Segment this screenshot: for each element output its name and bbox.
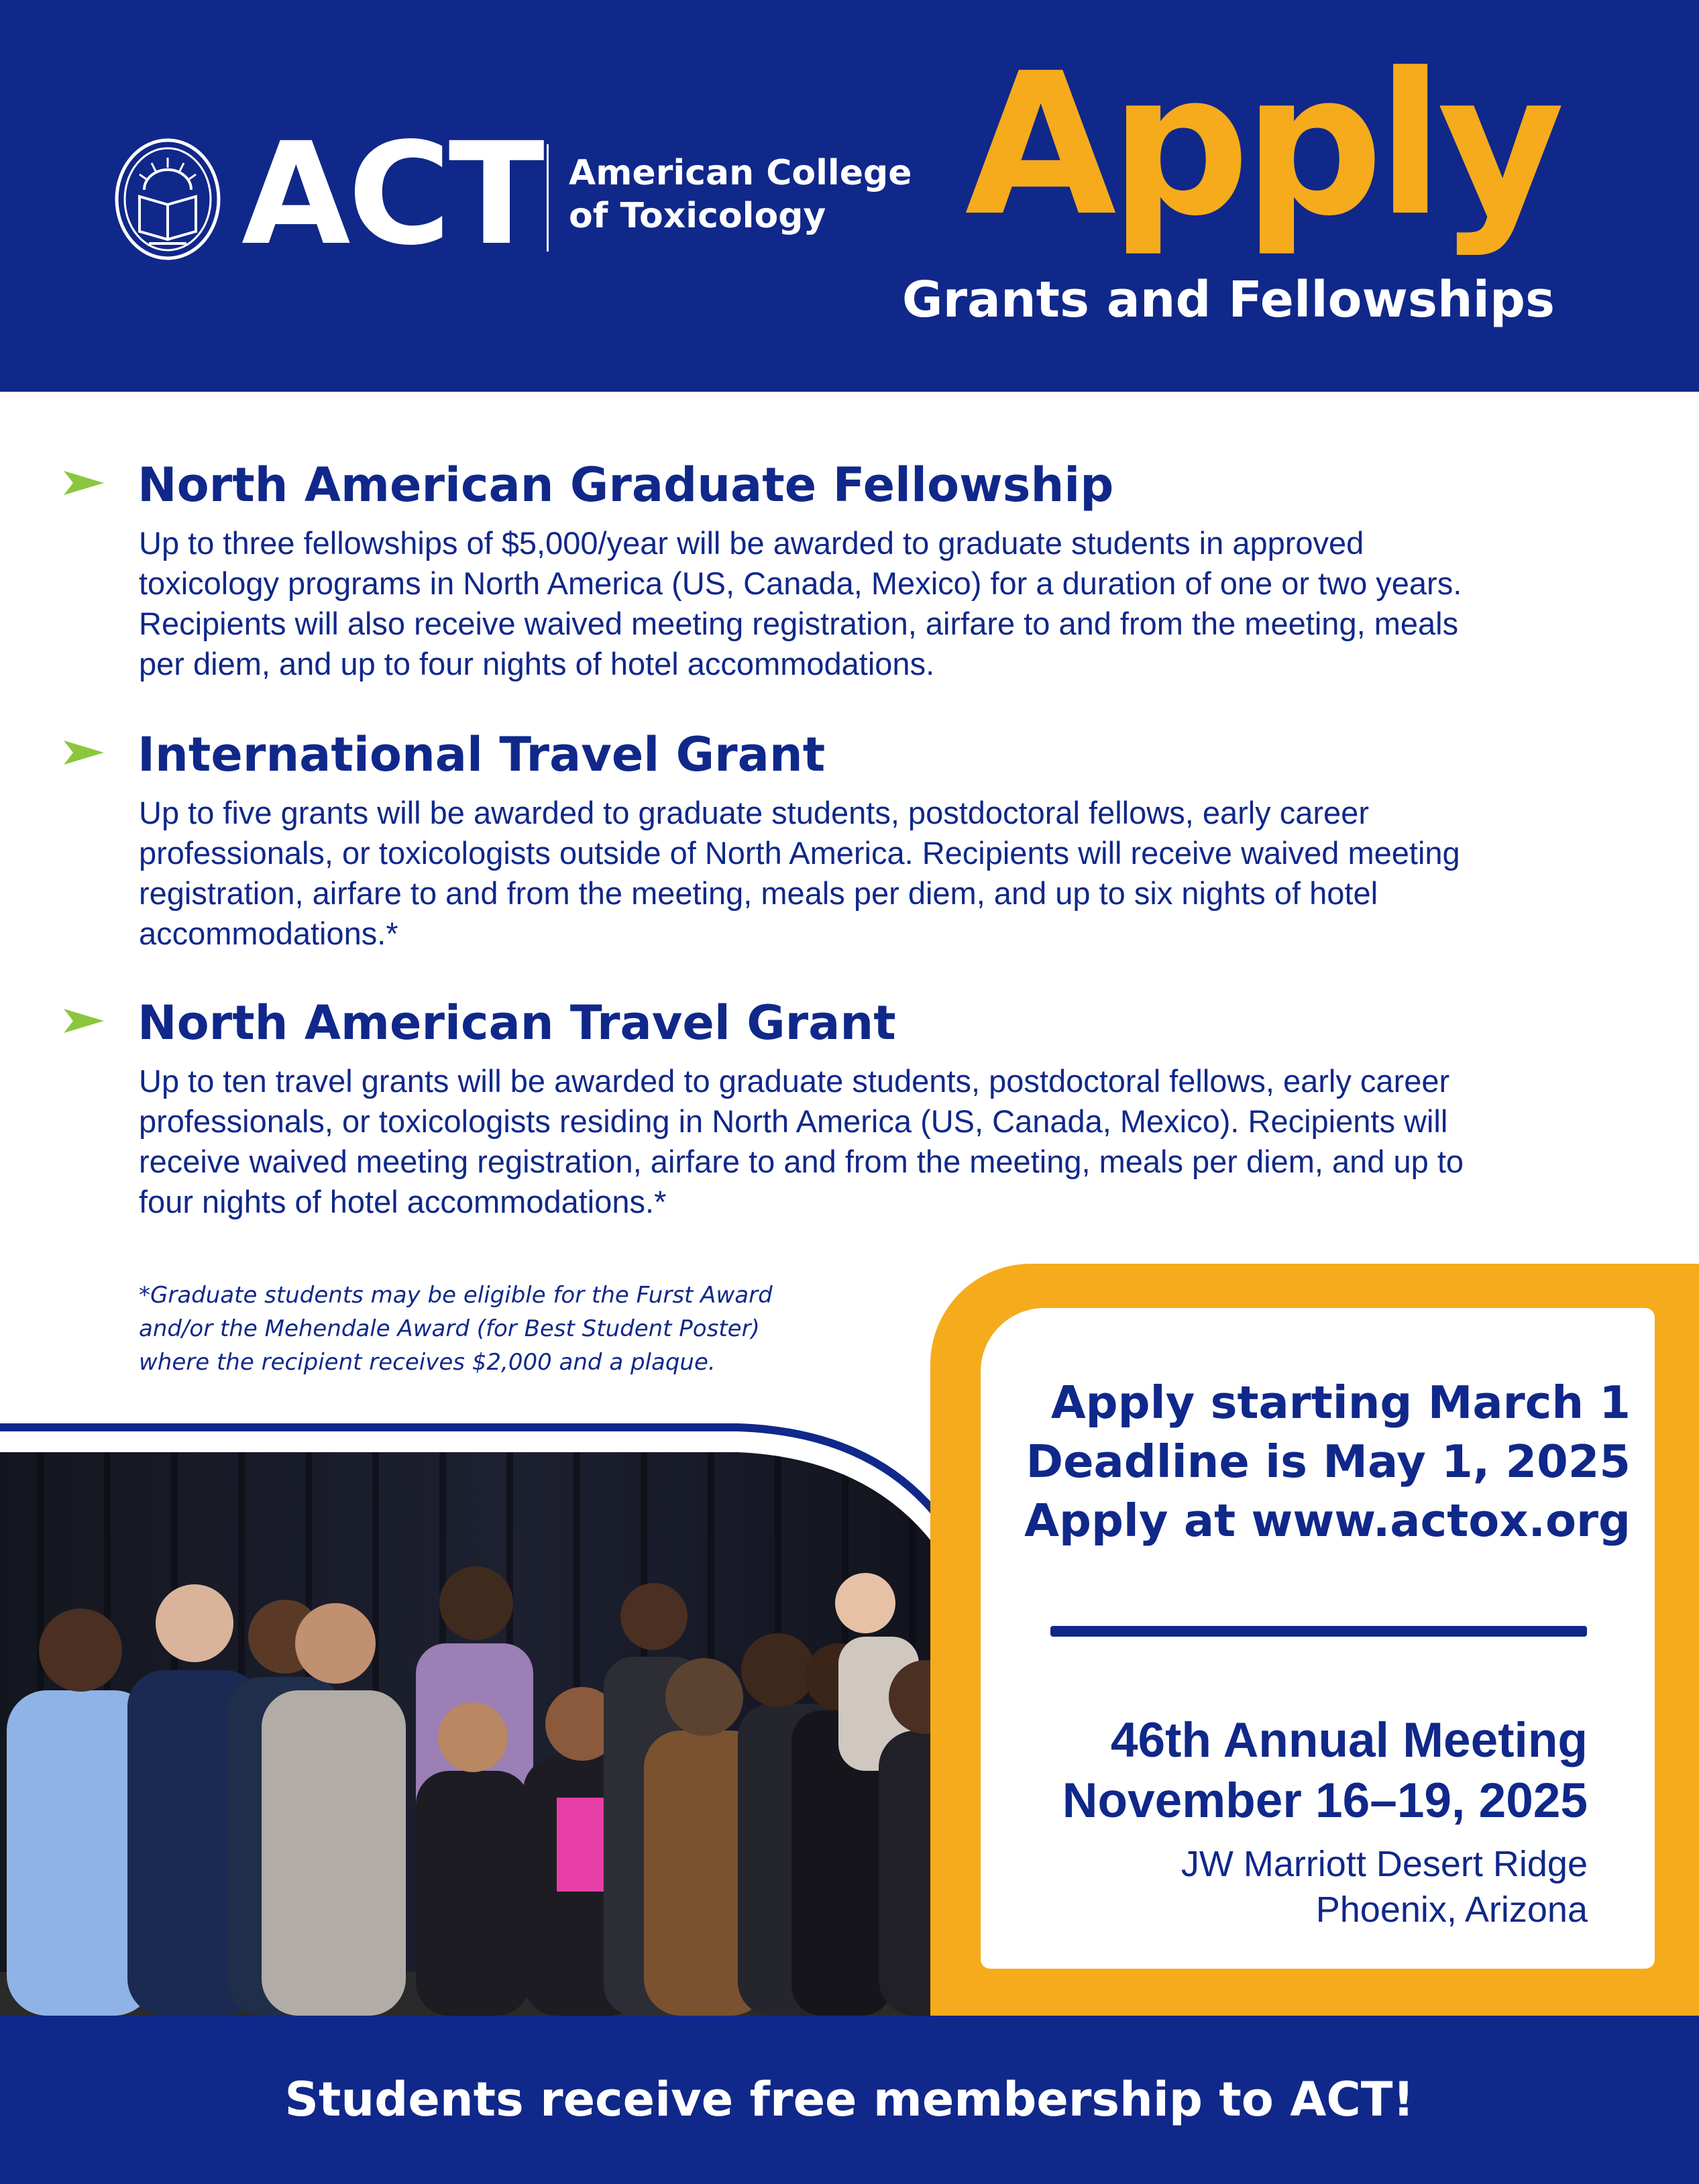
meeting-dates: November 16–19, 2025 (1062, 1773, 1588, 1828)
apply-subheadline: Grants and Fellowships (901, 271, 1555, 329)
section-title: International Travel Grant (138, 727, 826, 782)
body-line: toxicology programs in North America (US, Canada, Mexico) for a duration of one or two years. (139, 565, 1462, 601)
deadline-date: Deadline is May 1, 2025 (1026, 1435, 1631, 1488)
section-title: North American Travel Grant (138, 995, 896, 1050)
org-name-line1: American College (569, 153, 912, 193)
footnote (139, 1278, 877, 1379)
apply-start-date: Apply starting March 1 (1050, 1376, 1631, 1429)
footnote-line: where the recipient receives $2,000 and a plaque. (139, 1349, 716, 1376)
org-name (569, 152, 912, 237)
footer-banner (0, 2016, 1699, 2184)
section-body (139, 523, 1601, 684)
arrow-bullet-icon (64, 1007, 104, 1034)
body-line: professionals, or toxicologists outside of North America. Recipients will receive waived meeting (139, 835, 1460, 871)
body-line: Recipients will also receive waived meeting registration, airfare to and from the meeting, meals (139, 606, 1459, 641)
apply-website[interactable]: Apply at www.actox.org (1024, 1494, 1631, 1547)
footer-text: Students receive free membership to ACT! (284, 2072, 1415, 2127)
footnote-line: *Graduate students may be eligible for the Furst Award (139, 1282, 773, 1309)
section-title: North American Graduate Fellowship (138, 457, 1114, 512)
group-photo (0, 1422, 1006, 2016)
body-line: professionals, or toxicologists residing in North America (US, Canada, Mexico). Recipients will (139, 1103, 1448, 1139)
act-seal-icon (114, 138, 221, 262)
body-line: accommodations.* (139, 916, 398, 951)
body-line: Up to five grants will be awarded to graduate students, postdoctoral fellows, early career (139, 795, 1369, 830)
info-divider (1050, 1626, 1587, 1637)
org-name-line2: of Toxicology (569, 196, 826, 236)
body-line: Up to three fellowships of $5,000/year will be awarded to graduate students in approved (139, 525, 1364, 561)
group-photo-image (0, 1422, 1006, 2016)
meeting-venue: JW Marriott Desert Ridge (1181, 1844, 1588, 1884)
header-banner (0, 0, 1699, 392)
section-body (139, 793, 1601, 954)
body-line: registration, airfare to and from the meeting, meals per diem, and up to six nights of hotel (139, 875, 1378, 911)
meeting-city: Phoenix, Arizona (1315, 1890, 1588, 1930)
act-logo-text: ACT (241, 112, 542, 276)
body-line: per diem, and up to four nights of hotel accommodations. (139, 646, 935, 681)
meeting-title: 46th Annual Meeting (1110, 1713, 1588, 1767)
apply-headline: Apply (965, 31, 1558, 259)
arrow-bullet-icon (64, 470, 104, 496)
body-line: Up to ten travel grants will be awarded to graduate students, postdoctoral fellows, early career (139, 1063, 1450, 1099)
body-line: four nights of hotel accommodations.* (139, 1184, 667, 1219)
section-body (139, 1061, 1601, 1222)
logo-divider (547, 144, 549, 252)
arrow-bullet-icon (64, 739, 104, 766)
footnote-line: and/or the Mehendale Award (for Best Student Poster) (139, 1315, 760, 1342)
body-line: receive waived meeting registration, airfare to and from the meeting, meals per diem, and up to (139, 1144, 1464, 1179)
